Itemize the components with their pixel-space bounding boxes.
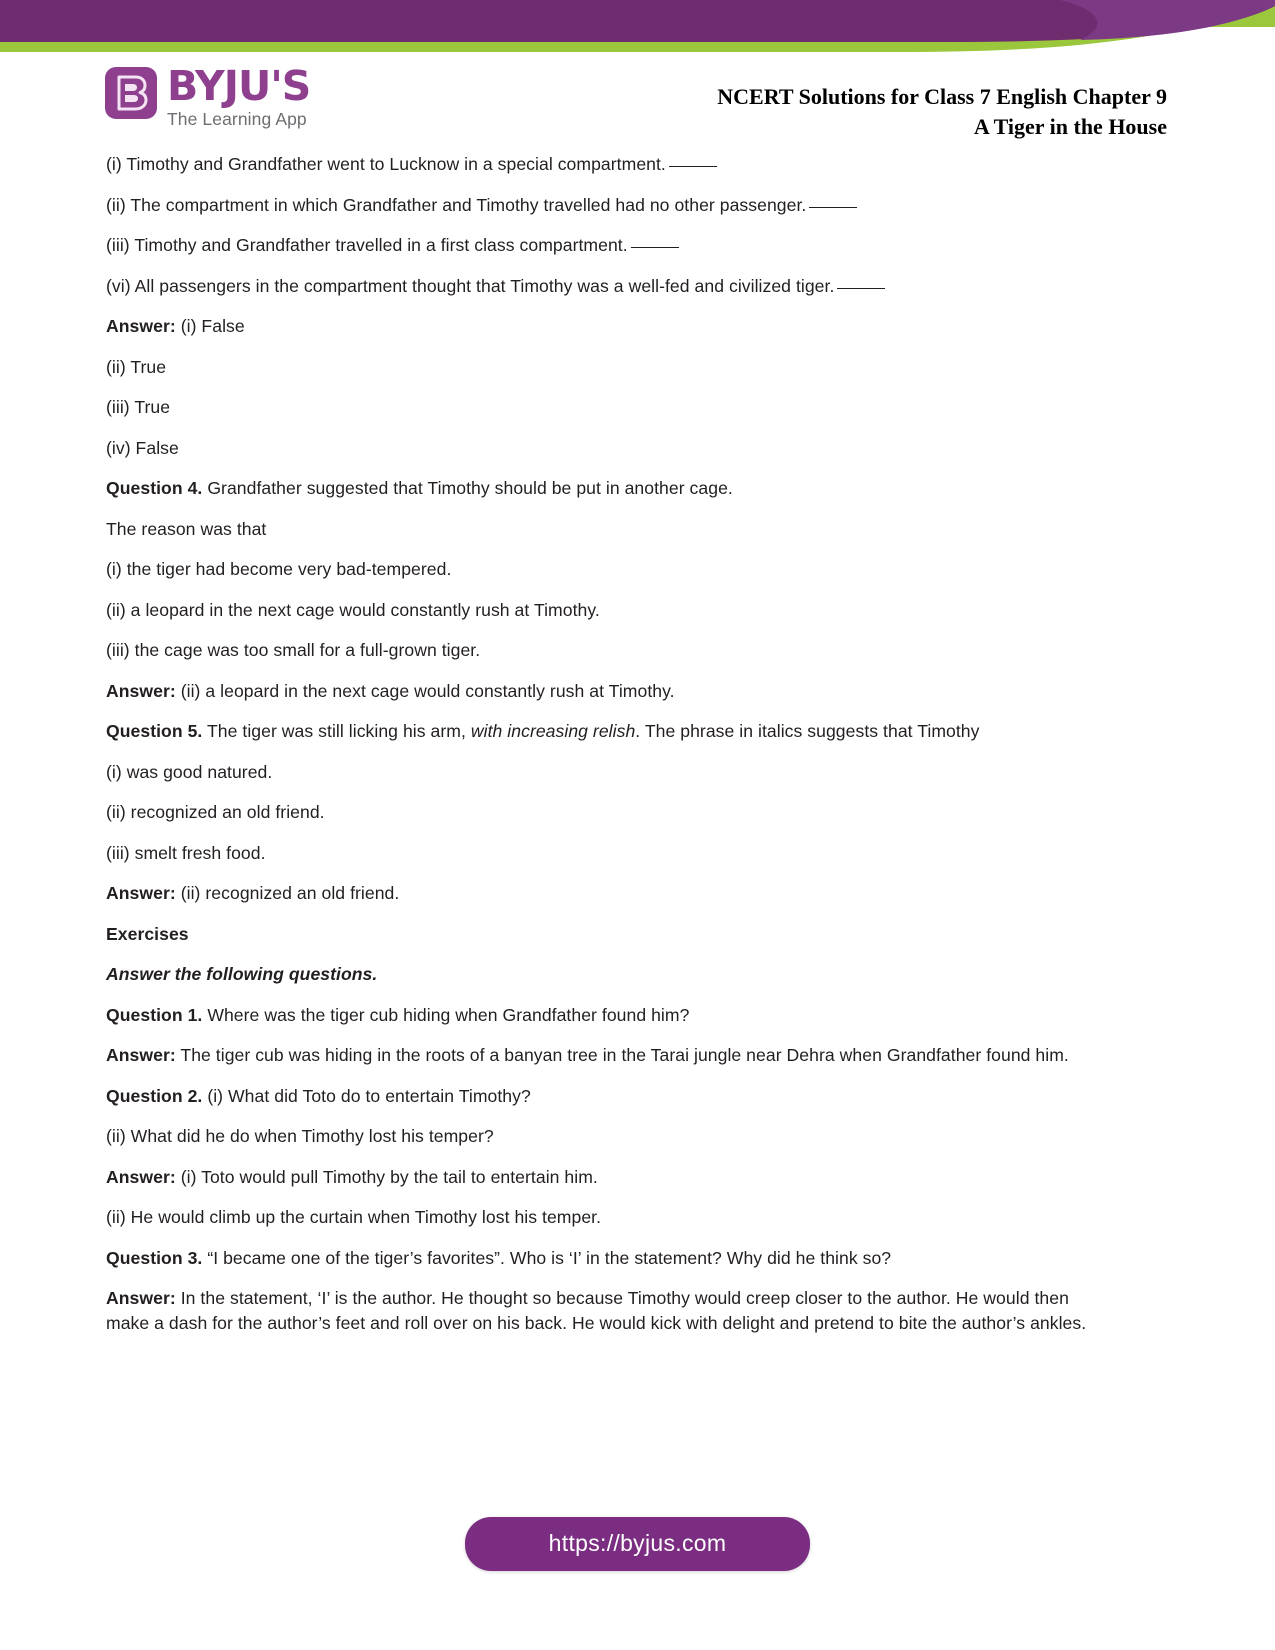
exercise-question-2-part-2 <box>106 1124 1106 1149</box>
question-text: Grandfather suggested that Timothy should be put in another cage. <box>207 478 733 498</box>
answer-line <box>106 314 1106 339</box>
option-item <box>106 841 1106 866</box>
option-item <box>106 760 1106 785</box>
fill-blank-line <box>837 288 885 289</box>
option-text: (ii) a leopard in the next cage would constantly rush at Timothy. <box>106 599 600 620</box>
question-lead-text: The reason was that <box>106 518 267 539</box>
fill-blank-line <box>669 166 717 167</box>
answer-line <box>106 1286 1106 1336</box>
question-4 <box>106 476 1106 501</box>
question-label: Question 3. <box>106 1247 203 1268</box>
tf-item-text: (i) Timothy and Grandfather went to Lucknow in a special compartment. <box>106 154 666 174</box>
answer-text: (ii) recognized an old friend. <box>180 883 400 903</box>
document-content <box>106 152 1106 1352</box>
document-title-line-1: NCERT Solutions for Class 7 English Chapter 9 <box>717 84 1167 109</box>
answer-label: Answer: <box>106 1045 176 1065</box>
logo-wordmark: BYJU'S <box>167 62 311 110</box>
document-title-line-2: A Tiger in the House <box>973 114 1167 139</box>
tf-item <box>106 193 1106 218</box>
question-text: (i) What did Toto do to entertain Timothy? <box>207 1085 531 1106</box>
answer-text: (i) False <box>180 316 245 336</box>
tf-item <box>106 274 1106 299</box>
answer-label: Answer: <box>106 680 176 701</box>
answer-text: (iv) False <box>106 437 179 458</box>
exercises-subheading-text: Answer the following questions. <box>106 964 378 984</box>
answer-text: (ii) True <box>106 356 167 377</box>
purple-band-highlight <box>1060 0 1275 40</box>
question-label: Question 5. <box>106 721 203 741</box>
green-band-shape <box>0 0 1275 52</box>
tf-item <box>106 233 1106 258</box>
question-text-after: . The phrase in italics suggests that Timothy <box>635 721 980 741</box>
logo-b-glyph-icon <box>105 67 157 119</box>
document-title <box>717 82 1167 142</box>
answer-text: (i) Toto would pull Timothy by the tail to entertain him. <box>180 1166 598 1187</box>
tf-item-text: (ii) The compartment in which Grandfather and Timothy travelled had no other passenger. <box>106 194 807 215</box>
answer-label: Answer: <box>106 883 176 903</box>
logo-text-block <box>167 62 311 129</box>
purple-band-shape <box>0 0 1275 42</box>
question-text: (ii) What did he do when Timothy lost his temper? <box>106 1126 494 1146</box>
question-label: Question 2. <box>106 1085 203 1106</box>
answer-label: Answer: <box>106 1288 176 1308</box>
answer-text: The tiger cub was hiding in the roots of a banyan tree in the Tarai jungle near Dehra when Grandfather found him. <box>180 1045 1069 1065</box>
question-4-lead <box>106 517 1106 542</box>
question-italic-phrase: with increasing relish <box>470 721 636 741</box>
option-text: (ii) recognized an old friend. <box>106 802 325 822</box>
option-text: (iii) the cage was too small for a full-grown tiger. <box>106 640 481 660</box>
exercise-question-3 <box>106 1246 1106 1271</box>
answer-label: Answer: <box>106 1166 176 1187</box>
exercises-heading-text: Exercises <box>106 923 189 944</box>
answer-line <box>106 881 1106 906</box>
exercise-question-2 <box>106 1084 1106 1109</box>
answer-line <box>106 679 1106 704</box>
option-item <box>106 800 1106 825</box>
answer-text: In the statement, ‘I’ is the author. He thought so because Timothy would creep closer to the author. He would then make a dash for the author’s feet and roll over on his back. He would kick with delight and pretend to bite the author’s ankles. <box>106 1288 1087 1333</box>
answer-line <box>106 1043 1106 1068</box>
answer-text: (ii) a leopard in the next cage would constantly rush at Timothy. <box>180 680 675 701</box>
exercises-subheading <box>106 962 1106 987</box>
logo-tagline: The Learning App <box>167 109 307 129</box>
answer-line <box>106 355 1106 380</box>
fill-blank-line <box>809 207 857 208</box>
header-decoration-bands <box>0 0 1275 60</box>
exercise-question-1 <box>106 1003 1106 1028</box>
option-item <box>106 638 1106 663</box>
option-text: (i) was good natured. <box>106 761 273 782</box>
exercises-heading <box>106 922 1106 947</box>
question-text: Where was the tiger cub hiding when Grandfather found him? <box>207 1004 690 1025</box>
option-item <box>106 598 1106 623</box>
byjus-logo <box>105 62 311 129</box>
answer-line <box>106 1165 1106 1190</box>
answer-label: Answer: <box>106 316 176 336</box>
question-label: Question 4. <box>106 478 203 498</box>
tf-item <box>106 152 1106 177</box>
tf-item-text: (iii) Timothy and Grandfather travelled in a first class compartment. <box>106 235 628 255</box>
question-text: “I became one of the tiger’s favorites”. Who is ‘I’ in the statement? Why did he think so? <box>207 1247 892 1268</box>
tf-item-text: (vi) All passengers in the compartment thought that Timothy was a well-fed and civilized tiger. <box>106 275 835 296</box>
option-text: (iii) smelt fresh food. <box>106 842 266 863</box>
option-text: (i) the tiger had become very bad-tempered. <box>106 559 452 579</box>
footer <box>0 1517 1275 1571</box>
question-text-before: The tiger was still licking his arm, <box>206 721 466 741</box>
question-label: Question 1. <box>106 1004 203 1025</box>
answer-text: (iii) True <box>106 397 171 417</box>
masthead <box>105 60 1167 150</box>
fill-blank-line <box>631 247 679 248</box>
question-5 <box>106 719 1106 744</box>
answer-line <box>106 395 1106 420</box>
byjus-url-button[interactable]: https://byjus.com <box>465 1517 810 1571</box>
answer-text: (ii) He would climb up the curtain when Timothy lost his temper. <box>106 1207 602 1227</box>
byjus-logo-mark-icon <box>105 67 157 119</box>
answer-line <box>106 436 1106 461</box>
answer-line-part-2 <box>106 1205 1106 1230</box>
option-item <box>106 557 1106 582</box>
